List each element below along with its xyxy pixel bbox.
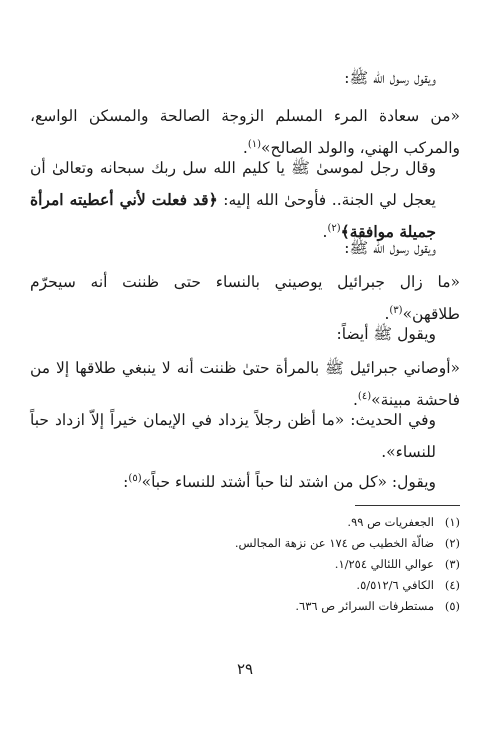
footnote-ref-5: (٥) — [128, 472, 142, 484]
paragraph-7-text: «أوصاني جبرائيل ﷺ بالمرأة حتىٰ ظننت أنه لا ينبغي طلاقها إلا من فاحشة مبينة» — [30, 359, 460, 409]
paragraph-3-quote: ﴿قد فعلت لأني أعطيته امرأة جميلة موافقة﴾ — [30, 190, 436, 241]
footnote-ref-4: (٤) — [357, 390, 372, 402]
paragraph-1 — [30, 62, 460, 94]
footnote-divider — [355, 505, 460, 506]
footnote-ref-1: (١) — [247, 138, 262, 150]
footnote-4-number: (٤) — [444, 578, 460, 592]
paragraph-5-text: «ما زال جبرائيل يوصيني بالنساء حتى ظننت أنه سيحرّم طلاقهن» — [30, 273, 460, 323]
paragraph-7: «أوصاني جبرائيل ﷺ بالمرأة حتىٰ ظننت أنه لا ينبغي طلاقها إلا من فاحشة مبينة»$^{(٤)}$. — [30, 359, 460, 409]
paragraph-6-text: ويقول ﷺ أيضاً: — [336, 325, 436, 343]
footnote-ref-3: (٣) — [389, 304, 403, 316]
footnote-3 — [335, 554, 460, 575]
footnote-2-text: ضالّة الخطيب ص ١٧٤ عن نزهة المجالس. — [234, 536, 434, 550]
paragraph-4 — [30, 232, 460, 264]
paragraph-3: وقال رجل لموسىٰ ﷺ يا كليم الله سل ربك سبحانه وتعالىٰ أن يعجل لي الجنة.. فأوحىٰ الله إليه: ﴿قد فعلت لأني أعطيته امرأة جميلة موافقة﴾$^{(٢)}$. — [30, 159, 436, 241]
footnote-1-number: (١) — [444, 515, 460, 529]
footnote-4 — [356, 575, 460, 596]
footnote-2 — [235, 533, 460, 554]
paragraph-4-text: ويقول رسول الله ﷺ: — [344, 239, 436, 257]
paragraph-5: «ما زال جبرائيل يوصيني بالنساء حتى ظننت أنه سيحرّم طلاقهن»$^{(٣)}$. — [30, 273, 460, 323]
page — [30, 0, 460, 755]
footnote-3-text: عوالي اللئالي ١/٢٥٤. — [334, 557, 434, 571]
footnote-5-text: مستطرفات السرائر ص ٦٣٦. — [295, 599, 434, 613]
paragraph-1-text: ويقول رسول الله ﷺ: — [344, 69, 436, 87]
paragraph-9-text: ويقول: «كل من اشتد لنا حباً أشتد للنساء حباً» — [141, 473, 436, 491]
footnote-1 — [347, 512, 460, 533]
footnote-4-text: الكافي ٥/٥١٢/٦. — [356, 578, 434, 592]
paragraph-6 — [30, 318, 460, 350]
footnote-1-text: الجعفريات ص ٩٩. — [347, 515, 434, 529]
footnote-3-number: (٣) — [444, 557, 460, 571]
paragraph-2: «من سعادة المرء المسلم الزوجة الصالحة والمسكن الواسع، والمركب الهني، والولد الصالح»$^{(١)}$. — [30, 107, 460, 157]
paragraph-8 — [30, 404, 460, 468]
paragraph-3-text: وقال رجل لموسىٰ ﷺ يا كليم الله سل ربك سبحانه وتعالىٰ أن يعجل لي الجنة.. فأوحىٰ الله إليه: — [30, 159, 436, 209]
footnote-5 — [295, 596, 460, 617]
footnote-5-number: (٥) — [444, 599, 460, 613]
page-number: ٢٩ — [236, 660, 254, 678]
footnote-ref-2: (٢) — [327, 222, 341, 234]
paragraph-8-text: وفي الحديث: «ما أظن رجلاً يزداد في الإيمان خيراً إلاّ ازداد حباً للنساء». — [30, 411, 436, 461]
paragraph-9 — [30, 466, 460, 498]
paragraph-2-text: «من سعادة المرء المسلم الزوجة الصالحة والمسكن الواسع، والمركب الهني، والولد الصالح» — [30, 107, 460, 157]
paragraph-9-tail: : — [123, 473, 129, 491]
footnote-2-number: (٢) — [444, 536, 460, 550]
